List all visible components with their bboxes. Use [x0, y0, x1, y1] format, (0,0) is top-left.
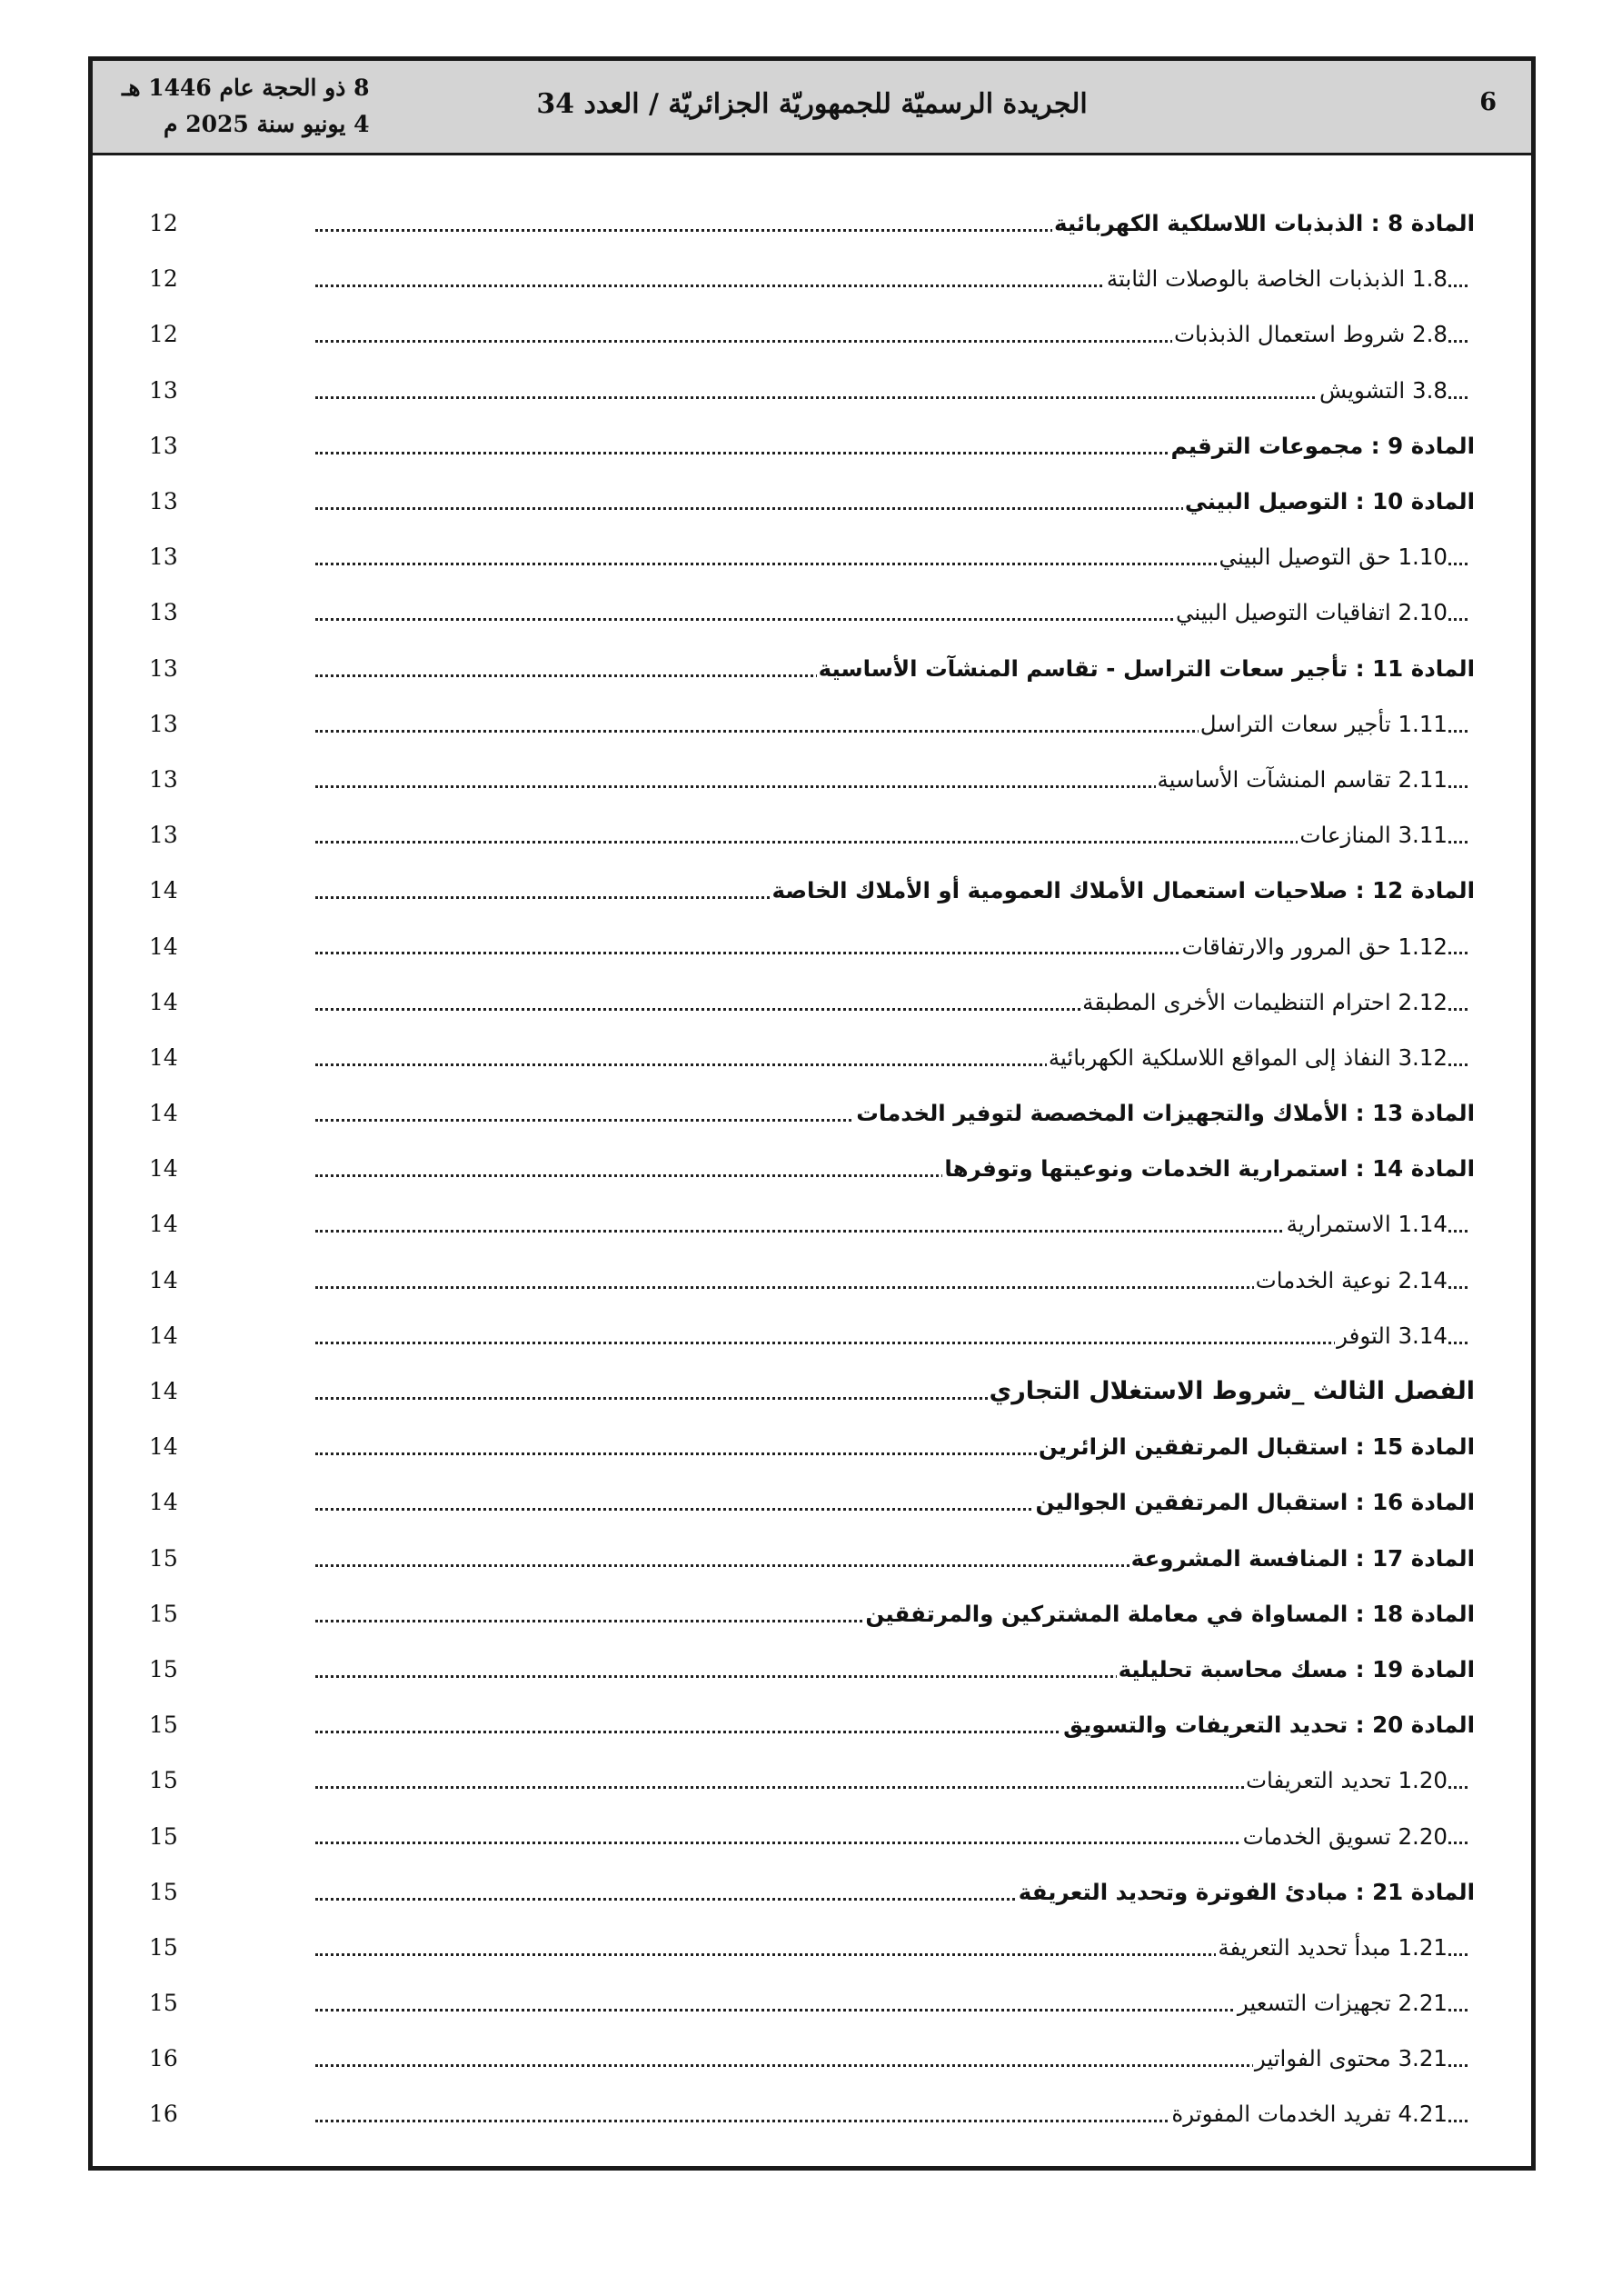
date-gregorian: 4 يونيو سنة 2025 م — [164, 111, 370, 137]
toc-entry-page: 16 — [149, 2045, 178, 2072]
toc-entry-title: 3.21 محتوى الفواتير — [1253, 2031, 1448, 2086]
toc-entry — [93, 474, 1531, 529]
toc-entry — [93, 1586, 1531, 1642]
toc-entry — [93, 1474, 1531, 1530]
toc-entry-page: 13 — [149, 544, 178, 571]
toc-entry-title: 2.14 نوعية الخدمات — [1254, 1253, 1448, 1308]
toc-entry-title: 2.20 تسويق الخدمات — [1241, 1808, 1448, 1863]
toc-entry — [93, 918, 1531, 973]
toc-entry-page: 15 — [149, 1990, 178, 2017]
toc-entry-page: 15 — [149, 1822, 178, 1850]
toc-entry — [93, 2086, 1531, 2141]
toc-leader-dots — [315, 396, 1468, 399]
date-hijri: 8 ذو الحجة عام 1446 هـ — [122, 75, 370, 101]
toc-entry — [93, 1864, 1531, 1920]
toc-entry-page: 15 — [149, 1933, 178, 1961]
toc-entry-page: 14 — [149, 1211, 178, 1238]
toc-entry-page: 12 — [149, 321, 178, 348]
toc-entry-page: 13 — [149, 710, 178, 737]
toc-entry-title: 2.8 شروط استعمال الذبذبات — [1172, 306, 1448, 362]
toc-entry-title: المادة 17 : المنافسة المشروعة — [1129, 1531, 1475, 1586]
toc-entry — [93, 1975, 1531, 2031]
toc-leader-dots — [315, 841, 1468, 844]
toc-entry — [93, 641, 1531, 696]
toc-entry — [93, 584, 1531, 640]
toc-entry-page: 13 — [149, 599, 178, 626]
toc-entry-page: 15 — [149, 1878, 178, 1905]
toc-entry-title: 3.8 التشويش — [1318, 363, 1448, 418]
toc-entry-page: 14 — [149, 1322, 178, 1349]
toc-entry-title: الفصل الثالث _شروط الاستغلال التجاري — [988, 1363, 1475, 1419]
toc-entry-page: 14 — [149, 988, 178, 1015]
toc-entry-page: 14 — [149, 1155, 178, 1183]
toc-entry-title: 2.21 تجهيزات التسعير — [1236, 1975, 1448, 2031]
toc-entry — [93, 2031, 1531, 2086]
toc-entry-title: المادة 21 : مبادئ الفوترة وتحديد التعريفة — [1017, 1864, 1475, 1920]
toc-entry-page: 13 — [149, 432, 178, 459]
toc-entry — [93, 752, 1531, 807]
toc-entry-page: 16 — [149, 2101, 178, 2128]
toc-entry — [93, 1363, 1531, 1419]
table-of-contents — [93, 195, 1531, 2142]
toc-entry — [93, 418, 1531, 474]
toc-entry — [93, 363, 1531, 418]
toc-entry-title: المادة 11 : تأجير سعات التراسل - تقاسم المنشآت الأساسية — [817, 641, 1475, 696]
toc-entry — [93, 974, 1531, 1030]
toc-entry-page: 13 — [149, 765, 178, 793]
toc-entry-page: 14 — [149, 877, 178, 904]
toc-entry-page: 14 — [149, 1433, 178, 1461]
toc-entry — [93, 1253, 1531, 1308]
toc-entry — [93, 696, 1531, 752]
toc-entry-page: 15 — [149, 1712, 178, 1739]
toc-entry-page: 15 — [149, 1600, 178, 1627]
toc-entry-page: 15 — [149, 1767, 178, 1794]
issue-date — [122, 70, 370, 143]
toc-entry-title: المادة 10 : التوصيل البيني — [1183, 474, 1475, 529]
toc-entry-page: 14 — [149, 1266, 178, 1293]
page-frame — [88, 56, 1536, 2171]
toc-entry-page: 14 — [149, 1100, 178, 1127]
toc-entry-title: المادة 14 : استمرارية الخدمات ونوعيتها وتوفرها — [942, 1141, 1475, 1196]
page-number: 6 — [1479, 88, 1497, 116]
toc-entry — [93, 1030, 1531, 1085]
toc-entry — [93, 251, 1531, 306]
toc-entry-title: 3.12 النفاذ إلى المواقع اللاسلكية الكهربائية — [1047, 1030, 1448, 1085]
toc-entry — [93, 1697, 1531, 1752]
toc-leader-dots — [315, 1342, 1468, 1344]
toc-entry-title: 1.14 الاستمرارية — [1285, 1196, 1448, 1252]
toc-entry-page: 15 — [149, 1655, 178, 1682]
toc-entry-title: 4.21 تفريد الخدمات المفوترة — [1169, 2086, 1448, 2141]
toc-entry-title: 1.11 تأجير سعات التراسل — [1199, 696, 1448, 752]
toc-entry-page: 14 — [149, 933, 178, 960]
toc-entry-page: 12 — [149, 265, 178, 293]
toc-entry — [93, 1141, 1531, 1196]
toc-entry-title: 1.21 مبدأ تحديد التعريفة — [1216, 1920, 1448, 1975]
toc-entry-page: 13 — [149, 822, 178, 849]
toc-entry — [93, 529, 1531, 584]
toc-entry — [93, 1531, 1531, 1586]
toc-entry-title: المادة 16 : استقبال المرتفقين الجوالين — [1034, 1474, 1475, 1530]
toc-entry-title: المادة 9 : مجموعات الترقيم — [1169, 418, 1475, 474]
page-header — [93, 61, 1531, 155]
toc-entry — [93, 1196, 1531, 1252]
toc-entry — [93, 863, 1531, 918]
toc-entry-page: 14 — [149, 1043, 178, 1071]
toc-entry-title: المادة 18 : المساواة في معاملة المشتركين والمرتفقين — [863, 1586, 1475, 1642]
toc-entry — [93, 1642, 1531, 1697]
toc-entry-page: 14 — [149, 1378, 178, 1405]
toc-entry-title: المادة 20 : تحديد التعريفات والتسويق — [1061, 1697, 1475, 1752]
toc-entry — [93, 1419, 1531, 1474]
toc-entry — [93, 195, 1531, 251]
toc-entry — [93, 1920, 1531, 1975]
toc-entry-page: 14 — [149, 1489, 178, 1516]
toc-entry-page: 13 — [149, 654, 178, 682]
toc-entry-title: المادة 15 : استقبال المرتفقين الزائرين — [1037, 1419, 1475, 1474]
toc-entry-title: المادة 12 : صلاحيات استعمال الأملاك العمومية أو الأملاك الخاصة — [771, 863, 1476, 918]
toc-entry — [93, 1308, 1531, 1363]
toc-entry-page: 12 — [149, 210, 178, 237]
toc-entry — [93, 1085, 1531, 1141]
toc-entry — [93, 807, 1531, 863]
toc-entry-title: 3.11 المنازعات — [1298, 807, 1448, 863]
toc-entry-title: 2.11 تقاسم المنشآت الأساسية — [1156, 752, 1448, 807]
toc-entry-title: 2.10 اتفاقيات التوصيل البيني — [1174, 584, 1448, 640]
toc-entry-title: 2.12 احترام التنظيمات الأخرى المطبقة — [1080, 974, 1448, 1030]
toc-entry — [93, 306, 1531, 362]
toc-entry — [93, 1808, 1531, 1863]
toc-entry-title: 1.12 حق المرور والارتفاقات — [1180, 918, 1448, 973]
toc-entry-title: 3.14 التوفر — [1335, 1308, 1448, 1363]
toc-entry-title: 1.8 الذبذبات الخاصة بالوصلات الثابتة — [1105, 251, 1448, 306]
toc-entry-title: المادة 13 : الأملاك والتجهيزات المخصصة لتوفير الخدمات — [854, 1085, 1475, 1141]
toc-entry-title: المادة 8 : الذبذبات اللاسلكية الكهربائية — [1052, 195, 1475, 251]
toc-entry-page: 13 — [149, 488, 178, 515]
gazette-title: الجريدة الرسميّة للجمهوريّة الجزائريّة / العدد 34 — [536, 88, 1088, 120]
toc-entry-page: 15 — [149, 1544, 178, 1572]
toc-entry-title: المادة 19 : مسك محاسبة تحليلية — [1117, 1642, 1475, 1697]
toc-entry-title: 1.10 حق التوصيل البيني — [1218, 529, 1448, 584]
toc-entry-title: 1.20 تحديد التعريفات — [1244, 1752, 1448, 1808]
toc-entry — [93, 1752, 1531, 1808]
toc-entry-page: 13 — [149, 376, 178, 404]
